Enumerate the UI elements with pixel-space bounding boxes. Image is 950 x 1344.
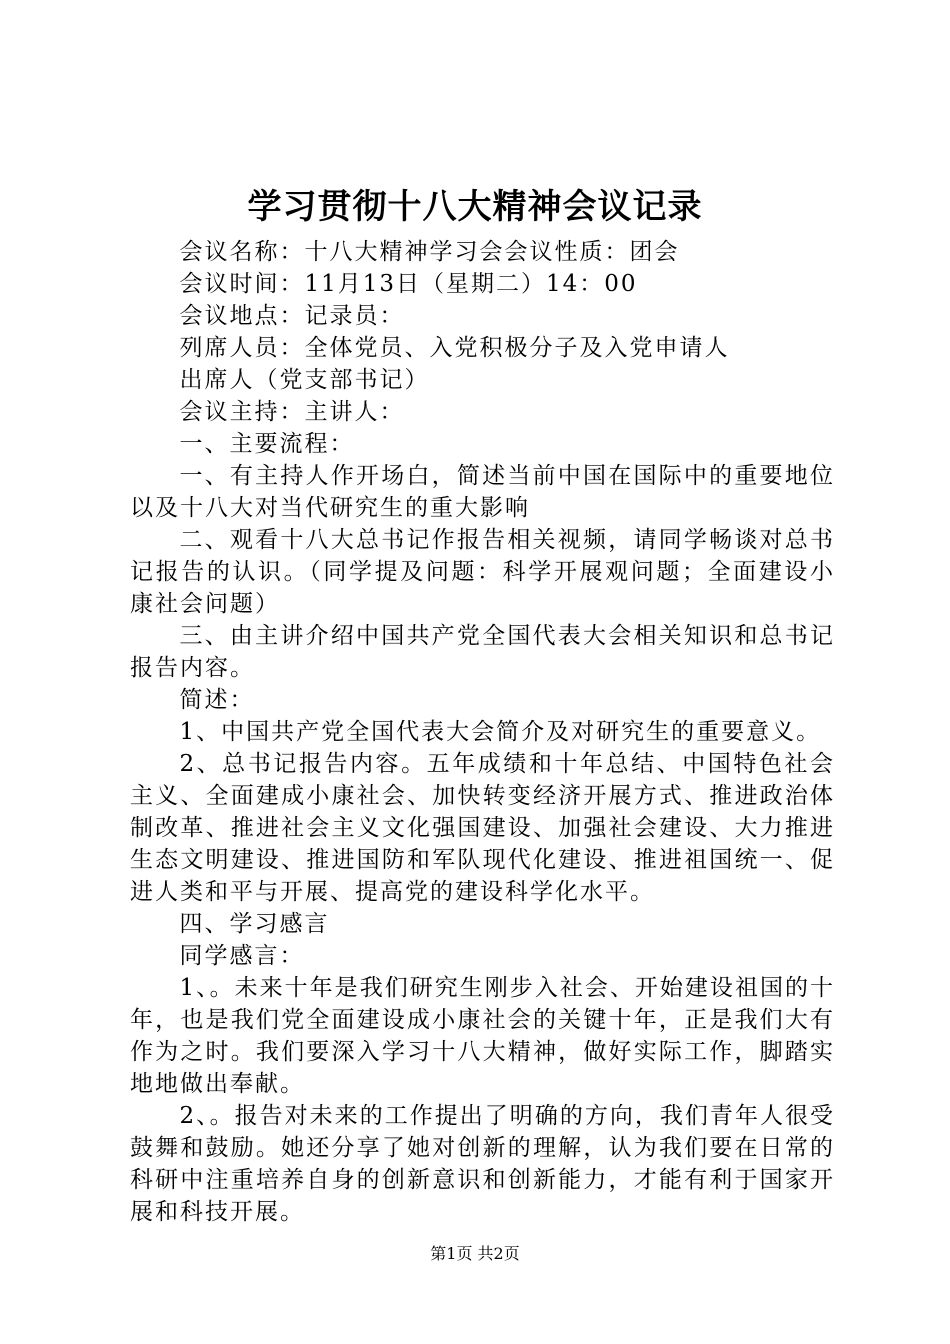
summary-heading: 简述： (179, 687, 255, 713)
attendees-line: 列席人员：全体党员、入党积极分子及入党申请人 (179, 335, 730, 361)
present-line: 出席人（党支部书记） (179, 367, 430, 393)
meeting-location-line: 会议地点：记录员： (179, 303, 405, 329)
summary-item-1: 1、中国共产党全国代表大会简介及对研究生的重要意义。 (179, 719, 822, 745)
process-item-1: 一、有主持人作开场白，简述当前中国在国际中的重要地位以及十八大对当代研究生的重大影响 (130, 463, 835, 521)
reflection-item-2: 2、。报告对未来的工作提出了明确的方向，我们青年人很受鼓舞和鼓励。她还分享了她对创新的理解，认为我们要在日常的科研中注重培养自身的创新意识和创新能力，才能有利于国家开展和科技开展。 (130, 1103, 835, 1225)
document-body (130, 236, 835, 1228)
document-title: 学习贯彻十八大精神会议记录 (247, 187, 703, 227)
host-line: 会议主持：主讲人： (179, 399, 405, 425)
section-heading-reflections: 四、学习感言 (179, 911, 330, 937)
summary-item-2: 2、总书记报告内容。五年成绩和十年总结、中国特色社会主义、全面建成小康社会、加快转变经济开展方式、推进政治体制改革、推进社会主义文化强国建设、加强社会建设、大力推进生态文明建设、推进国防和军队现代化建设、推进祖国统一、促进人类和平与开展、提高党的建设科学化水平。 (130, 751, 835, 905)
meeting-name-line: 会议名称：十八大精神学习会会议性质：团会 (179, 239, 680, 265)
process-item-3: 三、由主讲介绍中国共产党全国代表大会相关知识和总书记报告内容。 (130, 623, 835, 681)
meeting-time-line: 会议时间：11月13日（星期二）14：00 (179, 271, 638, 297)
process-item-2: 二、观看十八大总书记作报告相关视频，请同学畅谈对总书记报告的认识。（同学提及问题：科学开展观问题；全面建设小康社会问题） (130, 527, 835, 617)
section-heading-process: 一、主要流程： (179, 431, 355, 457)
reflection-item-1: 1、。未来十年是我们研究生刚步入社会、开始建设祖国的十年，也是我们党全面建设成小康社会的关键十年，正是我们大有作为之时。我们要深入学习十八大精神，做好实际工作，脚踏实地地做出奉献。 (130, 975, 835, 1097)
reflections-heading: 同学感言： (179, 943, 305, 969)
page-number-footer: 第1页 共2页 (430, 1244, 520, 1263)
